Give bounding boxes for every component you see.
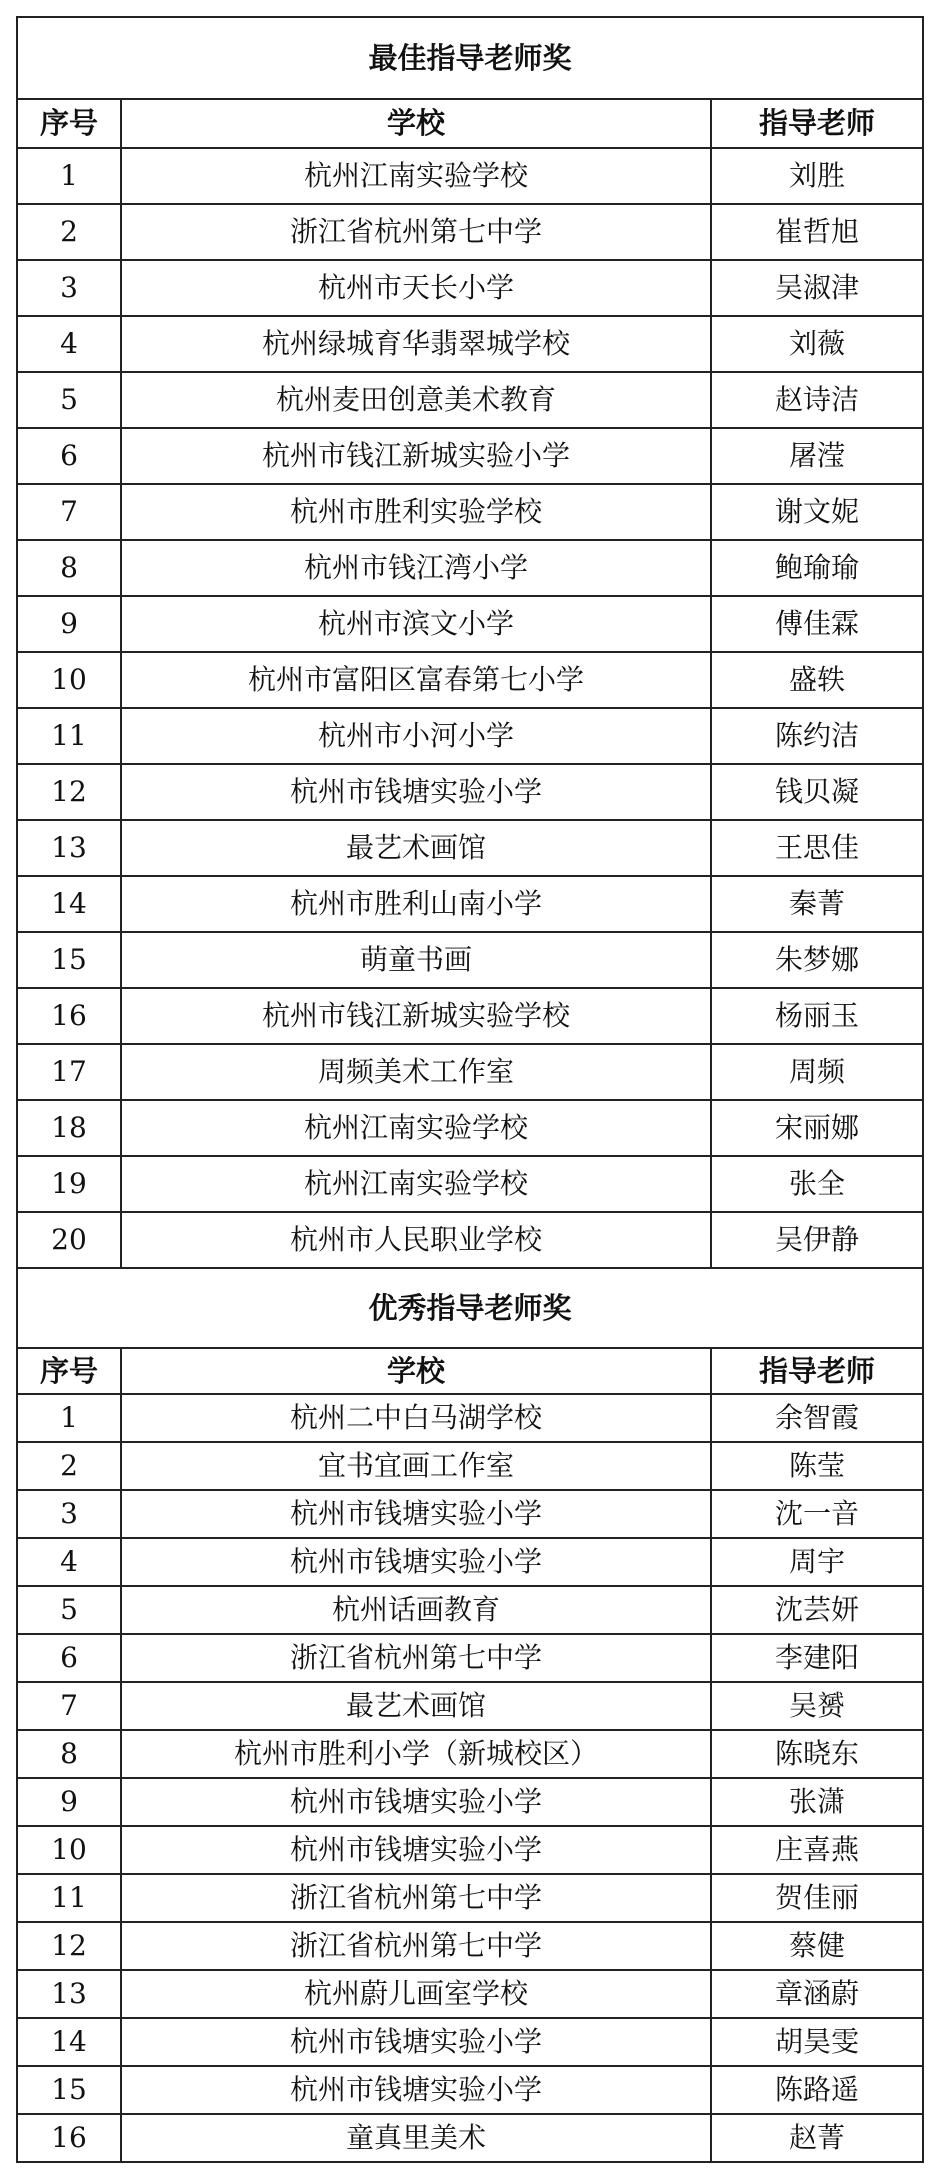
table-row xyxy=(17,876,923,932)
teacher-name: 庄喜燕 xyxy=(711,1826,923,1874)
row-number: 13 xyxy=(17,820,121,876)
school-name: 周频美术工作室 xyxy=(121,1044,711,1100)
col-header-school: 学校 xyxy=(121,1348,711,1394)
teacher-name: 秦菁 xyxy=(711,876,923,932)
row-number: 1 xyxy=(17,148,121,204)
teacher-name: 谢文妮 xyxy=(711,484,923,540)
row-number: 2 xyxy=(17,204,121,260)
row-number: 15 xyxy=(17,2066,121,2114)
table-row xyxy=(17,148,923,204)
row-number: 11 xyxy=(17,1874,121,1922)
table-row xyxy=(17,764,923,820)
teacher-name: 赵菁 xyxy=(711,2114,923,2162)
table-row xyxy=(17,988,923,1044)
row-number: 10 xyxy=(17,1826,121,1874)
school-name: 杭州麦田创意美术教育 xyxy=(121,372,711,428)
school-name: 杭州江南实验学校 xyxy=(121,148,711,204)
school-name: 杭州市天长小学 xyxy=(121,260,711,316)
school-name: 杭州市钱江新城实验小学 xyxy=(121,428,711,484)
teacher-name: 宋丽娜 xyxy=(711,1100,923,1156)
table-row xyxy=(17,1394,923,1442)
teacher-name: 蔡健 xyxy=(711,1922,923,1970)
row-number: 14 xyxy=(17,2018,121,2066)
table-row xyxy=(17,1634,923,1682)
row-number: 12 xyxy=(17,764,121,820)
table-row xyxy=(17,708,923,764)
row-number: 5 xyxy=(17,372,121,428)
row-number: 8 xyxy=(17,1730,121,1778)
table-row xyxy=(17,1156,923,1212)
school-name: 杭州市胜利实验学校 xyxy=(121,484,711,540)
school-name: 杭州市胜利小学（新城校区） xyxy=(121,1730,711,1778)
school-name: 宜书宜画工作室 xyxy=(121,1442,711,1490)
school-name: 童真里美术 xyxy=(121,2114,711,2162)
row-number: 20 xyxy=(17,1212,121,1268)
teacher-name: 李建阳 xyxy=(711,1634,923,1682)
teacher-name: 张潇 xyxy=(711,1778,923,1826)
row-number: 4 xyxy=(17,1538,121,1586)
award-table xyxy=(16,16,924,2163)
teacher-name: 沈芸妍 xyxy=(711,1586,923,1634)
section-title-row xyxy=(17,17,923,99)
school-name: 浙江省杭州第七中学 xyxy=(121,1922,711,1970)
teacher-name: 陈晓东 xyxy=(711,1730,923,1778)
row-number: 10 xyxy=(17,652,121,708)
table-row xyxy=(17,596,923,652)
table-row xyxy=(17,932,923,988)
row-number: 19 xyxy=(17,1156,121,1212)
table-row xyxy=(17,372,923,428)
row-number: 12 xyxy=(17,1922,121,1970)
row-number: 6 xyxy=(17,1634,121,1682)
teacher-name: 陈莹 xyxy=(711,1442,923,1490)
teacher-name: 沈一音 xyxy=(711,1490,923,1538)
row-number: 6 xyxy=(17,428,121,484)
teacher-name: 陈路遥 xyxy=(711,2066,923,2114)
row-number: 3 xyxy=(17,1490,121,1538)
teacher-name: 屠滢 xyxy=(711,428,923,484)
row-number: 15 xyxy=(17,932,121,988)
table-row xyxy=(17,1682,923,1730)
col-header-school: 学校 xyxy=(121,99,711,148)
row-number: 11 xyxy=(17,708,121,764)
teacher-name: 刘薇 xyxy=(711,316,923,372)
teacher-name: 杨丽玉 xyxy=(711,988,923,1044)
school-name: 杭州市钱塘实验小学 xyxy=(121,1778,711,1826)
table-row xyxy=(17,2114,923,2162)
col-header-number: 序号 xyxy=(17,1348,121,1394)
table-row xyxy=(17,2018,923,2066)
teacher-name: 余智霞 xyxy=(711,1394,923,1442)
teacher-name: 赵诗洁 xyxy=(711,372,923,428)
row-number: 16 xyxy=(17,2114,121,2162)
col-header-teacher: 指导老师 xyxy=(711,1348,923,1394)
col-header-number: 序号 xyxy=(17,99,121,148)
teacher-name: 张全 xyxy=(711,1156,923,1212)
teacher-name: 盛轶 xyxy=(711,652,923,708)
teacher-name: 周宇 xyxy=(711,1538,923,1586)
table-row xyxy=(17,1490,923,1538)
school-name: 浙江省杭州第七中学 xyxy=(121,1874,711,1922)
table-row xyxy=(17,428,923,484)
school-name: 杭州市钱塘实验小学 xyxy=(121,1538,711,1586)
school-name: 杭州市钱塘实验小学 xyxy=(121,2066,711,2114)
teacher-name: 王思佳 xyxy=(711,820,923,876)
row-number: 5 xyxy=(17,1586,121,1634)
school-name: 杭州市钱塘实验小学 xyxy=(121,764,711,820)
teacher-name: 刘胜 xyxy=(711,148,923,204)
teacher-name: 胡昊雯 xyxy=(711,2018,923,2066)
row-number: 1 xyxy=(17,1394,121,1442)
school-name: 最艺术画馆 xyxy=(121,1682,711,1730)
school-name: 杭州江南实验学校 xyxy=(121,1100,711,1156)
row-number: 8 xyxy=(17,540,121,596)
school-name: 浙江省杭州第七中学 xyxy=(121,204,711,260)
table-row xyxy=(17,1100,923,1156)
row-number: 4 xyxy=(17,316,121,372)
table-row xyxy=(17,1442,923,1490)
table-row xyxy=(17,260,923,316)
school-name: 杭州市钱塘实验小学 xyxy=(121,1826,711,1874)
table-row xyxy=(17,1970,923,2018)
row-number: 16 xyxy=(17,988,121,1044)
row-number: 13 xyxy=(17,1970,121,2018)
teacher-name: 吴赟 xyxy=(711,1682,923,1730)
table-row xyxy=(17,1778,923,1826)
award-table-body xyxy=(17,17,923,2162)
school-name: 杭州蔚儿画室学校 xyxy=(121,1970,711,2018)
teacher-name: 傅佳霖 xyxy=(711,596,923,652)
row-number: 9 xyxy=(17,1778,121,1826)
teacher-name: 贺佳丽 xyxy=(711,1874,923,1922)
row-number: 3 xyxy=(17,260,121,316)
school-name: 杭州市钱江湾小学 xyxy=(121,540,711,596)
table-row xyxy=(17,1538,923,1586)
school-name: 杭州二中白马湖学校 xyxy=(121,1394,711,1442)
table-row xyxy=(17,1730,923,1778)
row-number: 14 xyxy=(17,876,121,932)
school-name: 杭州市人民职业学校 xyxy=(121,1212,711,1268)
school-name: 杭州市胜利山南小学 xyxy=(121,876,711,932)
school-name: 杭州市小河小学 xyxy=(121,708,711,764)
school-name: 最艺术画馆 xyxy=(121,820,711,876)
teacher-name: 吴伊静 xyxy=(711,1212,923,1268)
school-name: 杭州市富阳区富春第七小学 xyxy=(121,652,711,708)
header-row xyxy=(17,99,923,148)
row-number: 18 xyxy=(17,1100,121,1156)
school-name: 杭州市钱塘实验小学 xyxy=(121,2018,711,2066)
school-name: 杭州江南实验学校 xyxy=(121,1156,711,1212)
section-title: 优秀指导老师奖 xyxy=(17,1268,923,1348)
table-row xyxy=(17,1874,923,1922)
teacher-name: 朱梦娜 xyxy=(711,932,923,988)
row-number: 9 xyxy=(17,596,121,652)
table-row xyxy=(17,204,923,260)
table-row xyxy=(17,1922,923,1970)
row-number: 7 xyxy=(17,1682,121,1730)
teacher-name: 崔哲旭 xyxy=(711,204,923,260)
table-row xyxy=(17,1586,923,1634)
table-row xyxy=(17,652,923,708)
school-name: 杭州市钱塘实验小学 xyxy=(121,1490,711,1538)
school-name: 杭州市滨文小学 xyxy=(121,596,711,652)
table-row xyxy=(17,316,923,372)
table-row xyxy=(17,2066,923,2114)
row-number: 7 xyxy=(17,484,121,540)
table-row xyxy=(17,484,923,540)
col-header-teacher: 指导老师 xyxy=(711,99,923,148)
award-document xyxy=(16,16,922,2163)
section-title-row xyxy=(17,1268,923,1348)
school-name: 杭州市钱江新城实验学校 xyxy=(121,988,711,1044)
section-title: 最佳指导老师奖 xyxy=(17,17,923,99)
school-name: 萌童书画 xyxy=(121,932,711,988)
table-row xyxy=(17,540,923,596)
school-name: 杭州话画教育 xyxy=(121,1586,711,1634)
row-number: 17 xyxy=(17,1044,121,1100)
teacher-name: 陈约洁 xyxy=(711,708,923,764)
teacher-name: 吴淑津 xyxy=(711,260,923,316)
row-number: 2 xyxy=(17,1442,121,1490)
teacher-name: 周频 xyxy=(711,1044,923,1100)
table-row xyxy=(17,1044,923,1100)
school-name: 浙江省杭州第七中学 xyxy=(121,1634,711,1682)
teacher-name: 钱贝凝 xyxy=(711,764,923,820)
school-name: 杭州绿城育华翡翠城学校 xyxy=(121,316,711,372)
teacher-name: 章涵蔚 xyxy=(711,1970,923,2018)
table-row xyxy=(17,1826,923,1874)
table-row xyxy=(17,1212,923,1268)
table-row xyxy=(17,820,923,876)
teacher-name: 鲍瑜瑜 xyxy=(711,540,923,596)
header-row xyxy=(17,1348,923,1394)
